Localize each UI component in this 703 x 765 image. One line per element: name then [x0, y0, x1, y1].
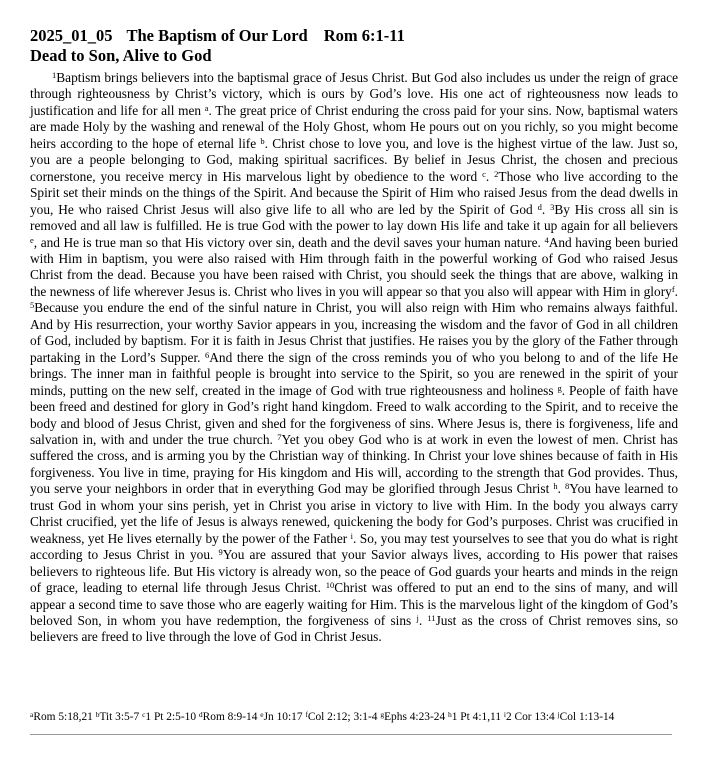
footnote-mark: d — [198, 710, 203, 719]
sermon-body — [30, 70, 678, 646]
body-text-segment: . So, you may test yourselves to see that you do what is right according to Jesus Christ in you. — [30, 530, 679, 563]
footnote-marker: j — [416, 612, 419, 623]
body-text-segment: , and He is true man so that His victory over sin, death and the devil saves your human nature. — [33, 234, 545, 250]
footnote-reference: Rom 8:9-14 — [202, 711, 261, 723]
body-text-segment: . — [418, 612, 428, 628]
footnote-reference: Col 1:13-14 — [559, 711, 615, 723]
footnote-mark: j — [557, 710, 560, 719]
footnote-marker: e — [30, 234, 34, 245]
sermon-subtitle: Dead to Son, Alive to God — [30, 46, 212, 65]
footnote-mark: a — [30, 710, 34, 719]
verse-number: 2 — [494, 168, 499, 179]
verse-number: 7 — [277, 431, 282, 442]
body-text-segment: . — [674, 283, 678, 299]
scripture-reference: Rom 6:1-11 — [323, 26, 405, 45]
footnote-marker: d — [537, 201, 542, 212]
body-text-segment: . — [557, 481, 566, 497]
footnote-marker: i — [350, 530, 354, 541]
verse-number: 6 — [205, 349, 210, 360]
body-text-segment: . Christ chose to love you, and love is the highest virtue of the law. Just so, you are a people belonging to God, making spiritual sacrifices. By belief in Jesus Christ, the chosen and precious cornerstone, you receive mercy in His marvelous light by obedience to the word — [30, 135, 679, 184]
footnote-reference: 2 Cor 13:4 — [505, 711, 558, 723]
footnote-mark: e — [260, 710, 264, 719]
body-text-segment: You are assured that your Savior always lives, according to His power that raises believers to righteous life. But His victory is already won, so the peace of God guards your hearts and minds in the reign of grace, leading to eternal life through Jesus Christ. — [30, 547, 678, 596]
body-text-segment: Those who live according to the Spirit set their minds on the things of the Spirit. And because the Spirit of Him who raised Jesus from the dead dwells in you, He who raised Christ Jesus will also give life to all who are led by the Spirit of God — [30, 168, 678, 217]
footnote-mark: i — [503, 710, 506, 719]
body-text-segment: And having been buried with Him in baptism, you were also raised with Him through faith in the powerful working of God who raised Jesus Christ from the dead. Because you have been raised with Christ, you should seek the things that are above, walking in the newness of life wherever Jesus is. Christ who lives in you will appear so that you also will appear with Him in glory — [30, 234, 678, 299]
footnote-mark: g — [380, 710, 385, 719]
title-line — [30, 26, 680, 46]
footnote-marker: f — [671, 283, 675, 294]
sermon-date: 2025_01_05 — [30, 26, 113, 45]
verse-number: 8 — [565, 481, 570, 492]
body-text-segment: By His cross all sin is removed and all law is fulfilled. He is true God with the power to lay down His life and take it up again for all believers — [30, 201, 679, 234]
verse-number: 3 — [550, 201, 555, 212]
body-text-segment: . — [485, 168, 495, 184]
footnote-reference: 1 Pt 2:5-10 — [145, 711, 199, 723]
footnote-marker: a — [204, 102, 209, 113]
verse-number: 9 — [218, 547, 223, 558]
footnote-mark: c — [142, 710, 146, 719]
verse-number: 5 — [30, 300, 35, 311]
body-text-segment: Because you endure the end of the sinful nature in Christ, you will also reign with Him who remains always faithful. And by His resurrection, your worthy Savior appears in you, increasing the wisdom and the favor of God in all children of God, included by baptism. For it is faith in Jesus Christ that justifies. He raises you by the glory of the Father through partaking in the Lord’s Supper. — [30, 300, 678, 365]
footnote-marker: b — [260, 135, 265, 146]
body-text-segment: Yet you obey God who is at work in even the lowest of men. Christ has suffered the cross, and is arming you by the Christian way of thinking. In Christ your love shines because of faith in His forgiveness. You live in time, praying for His kingdom and His will, according to the strength that God provides. Thus, you serve your neighbors in order that in everything God may be glorified through Jesus Christ — [30, 431, 679, 497]
footnote-marker: c — [482, 168, 486, 179]
footnote-marker: h — [553, 481, 558, 492]
footnote-reference: 1 Pt 4:1,11 — [451, 711, 504, 723]
footnote-reference: Col 2:12; 3:1-4 — [307, 711, 381, 723]
verse-number: 1 — [52, 70, 57, 80]
feast-name: The Baptism of Our Lord — [126, 26, 308, 45]
footnote-reference: Tit 3:5-7 — [99, 711, 143, 723]
body-text-segment: Just as the cross of Christ removes sins, so believers are freed to live through the love of God in Christ Jesus. — [30, 612, 679, 645]
body-text-segment: . — [541, 201, 551, 217]
footnote-reference: Rom 5:18,21 — [33, 711, 96, 723]
footnotes-line — [30, 710, 680, 724]
verse-number: 4 — [544, 234, 549, 245]
body-text-segment: Baptism brings believers into the baptismal grace of Jesus Christ. But God also includes us under the reign of grace through righteousness by Christ’s victory, which is ours by God’s love. His one act of righteousness now leads to justification and life for all men — [30, 70, 678, 118]
verse-number: 11 — [427, 612, 436, 623]
verse-number: 10 — [325, 580, 335, 591]
footnote-mark: b — [95, 710, 100, 719]
title-block — [30, 26, 680, 66]
footnote-reference: Jn 10:17 — [263, 711, 306, 723]
footnote-reference: Ephs 4:23-24 — [384, 711, 449, 723]
body-text-segment: And there the sign of the cross reminds you of who you belong to and of the life He brings. The inner man in faithful people is brought into service to the Spirit, so you are renewed in the spirit of your minds, putting on the new self, created in the image of God with true righteousness and holiness — [30, 349, 678, 398]
body-text-segment: . The great price of Christ enduring the cross paid for your sins. Now, baptismal waters are made Holy by the washing and renewal of the Holy Ghost, whom He pours out on you richly, so you might become heirs according to the hope of eternal life — [30, 102, 678, 151]
footnote-mark: h — [448, 710, 452, 719]
body-text-segment: . People of faith have been freed and destined for glory in God’s right hand kingdom. Freed to walk according to the Spirit, and to receive the body and blood of Jesus Christ, given and shed for the forgiveness of sins. Where Jesus is, there is forgiveness, life and salvation in, with and under the true church. — [30, 382, 678, 447]
footnote-marker: g — [557, 382, 562, 393]
body-text-segment: You have learned to trust God in whom your sins perish, yet in Christ you arise in victory to live with Him. In the body you always carry Christ crucified, yet the life of Jesus is always renewed, quickening the body for God’s purposes. Christ was crucified in weakness, yet He lives eternally by the power of the Father — [30, 481, 679, 546]
body-text-segment: Christ was offered to put an end to the sins of many, and will appear a second time to save those who are eagerly waiting for Him. This is the marvelous light of the kingdom of God’s beloved Son, in whom you have redemption, the forgiveness of sins — [30, 580, 679, 628]
footnote-mark: f — [305, 710, 308, 719]
bottom-divider — [30, 734, 672, 735]
